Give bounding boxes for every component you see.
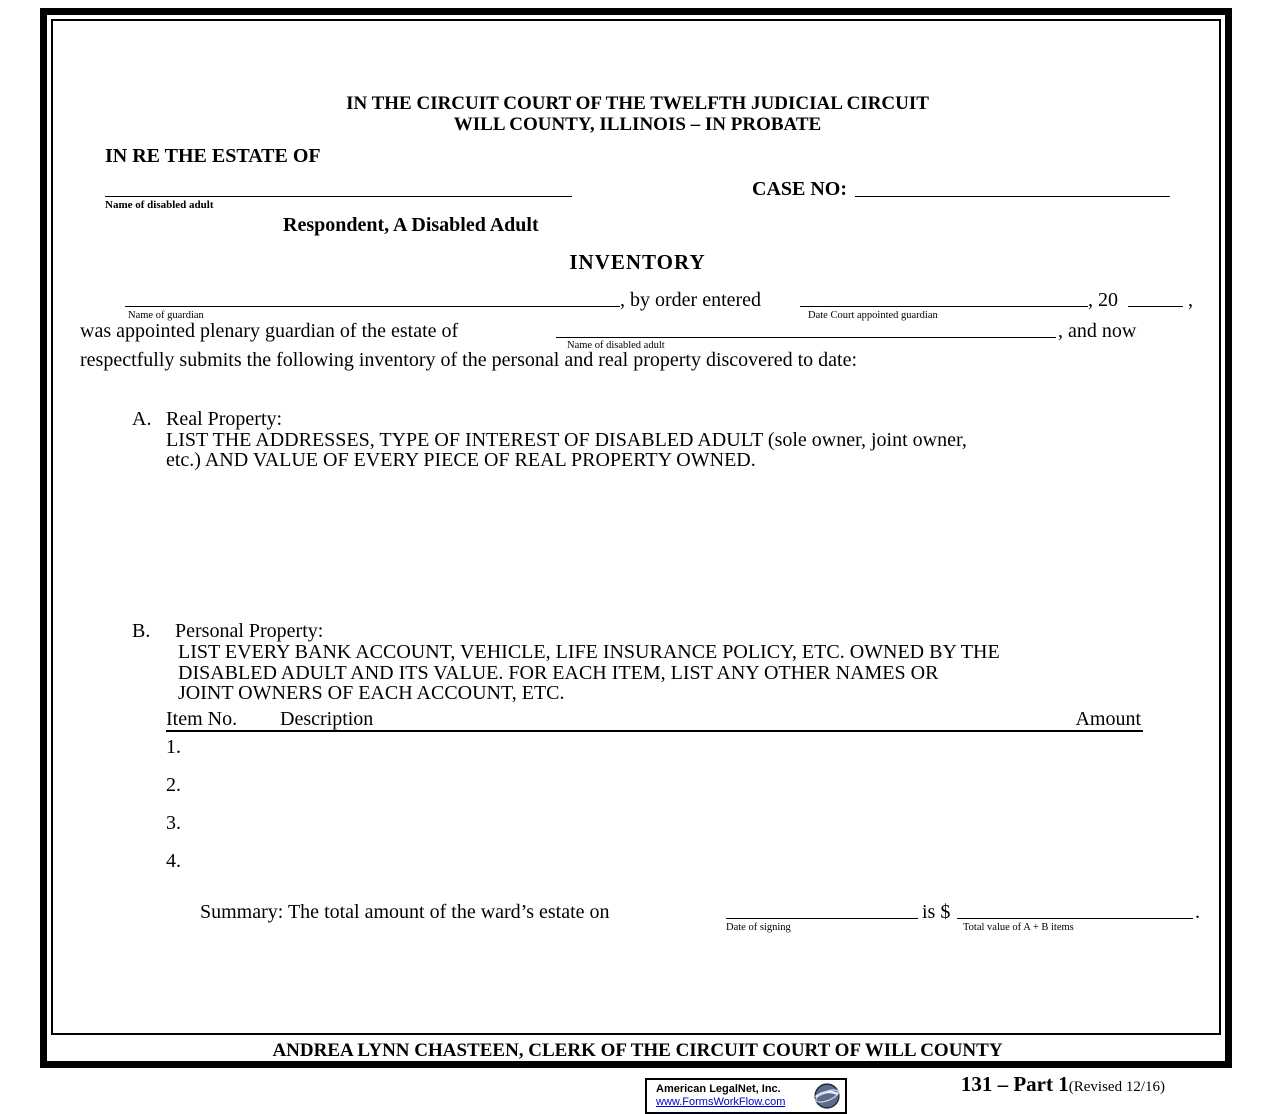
section-b-label: B. <box>132 620 151 642</box>
disabled-adult-name-caption: Name of disabled adult <box>105 199 214 211</box>
form-title: INVENTORY <box>569 250 706 274</box>
signing-date-caption: Date of signing <box>726 922 791 933</box>
section-b-line1: LIST EVERY BANK ACCOUNT, VEHICLE, LIFE INSURANCE POLICY, ETC. OWNED BY THE <box>178 641 1000 663</box>
total-value-field[interactable] <box>957 903 1193 919</box>
total-value-caption: Total value of A + B items <box>963 922 1074 933</box>
item-row-1: 1. <box>166 736 181 758</box>
section-b-line2: DISABLED ADULT AND ITS VALUE. FOR EACH ITEM, LIST ANY OTHER NAMES OR <box>178 662 939 684</box>
appointed-text: was appointed plenary guardian of the estate of <box>80 320 459 342</box>
section-a-label: A. <box>132 408 152 430</box>
ward-name-field[interactable] <box>556 322 1056 338</box>
and-now-text: , and now <box>1058 320 1137 342</box>
respondent-label: Respondent, A Disabled Adult <box>283 214 539 236</box>
in-re-label: IN RE THE ESTATE OF <box>105 145 321 167</box>
form-number: 131 – Part 1 <box>960 1072 1069 1096</box>
case-no-field[interactable] <box>855 181 1170 197</box>
section-a-line1: LIST THE ADDRESSES, TYPE OF INTEREST OF DISABLED ADULT (sole owner, joint owner, <box>166 429 967 451</box>
submits-text: respectfully submits the following inventory of the personal and real property discovered to date: <box>80 349 858 371</box>
section-a-line2: etc.) AND VALUE OF EVERY PIECE OF REAL PROPERTY OWNED. <box>166 449 756 471</box>
court-title-line1: IN THE CIRCUIT COURT OF THE TWELFTH JUDICIAL CIRCUIT <box>346 93 929 114</box>
case-no-label: CASE NO: <box>752 178 848 200</box>
col-description: Description <box>280 708 374 730</box>
disabled-adult-name-field[interactable] <box>105 181 572 197</box>
summary-text: Summary: The total amount of the ward’s estate on <box>200 901 610 923</box>
globe-logo-icon <box>814 1083 840 1109</box>
court-title-line2: WILL COUNTY, ILLINOIS – IN PROBATE <box>453 114 822 135</box>
signing-date-field[interactable] <box>726 903 918 919</box>
inner-border <box>51 19 1221 1035</box>
order-date-field[interactable] <box>800 291 1088 307</box>
col-item-no: Item No. <box>166 708 238 730</box>
by-order-text: , by order entered <box>620 289 762 311</box>
legalnet-box <box>645 1078 847 1114</box>
year-prefix-text: , 20 <box>1088 289 1118 311</box>
section-b-title: Personal Property: <box>175 620 324 642</box>
is-dollar-text: is $ <box>922 901 951 923</box>
items-table-header <box>166 708 1143 732</box>
form-number-line <box>961 1072 1165 1097</box>
item-row-2: 2. <box>166 774 181 796</box>
order-date-caption: Date Court appointed guardian <box>808 310 938 321</box>
item-row-3: 3. <box>166 812 181 834</box>
ward-name-caption: Name of disabled adult <box>567 340 665 351</box>
line1-comma: , <box>1188 289 1193 311</box>
item-row-4: 4. <box>166 850 181 872</box>
col-amount: Amount <box>1075 708 1141 730</box>
summary-period: . <box>1195 901 1200 923</box>
legalnet-url[interactable]: www.FormsWorkFlow.com <box>656 1096 786 1108</box>
guardian-name-field[interactable] <box>125 291 620 307</box>
section-b-line3: JOINT OWNERS OF EACH ACCOUNT, ETC. <box>178 682 565 704</box>
guardian-name-caption: Name of guardian <box>128 310 204 321</box>
clerk-line: ANDREA LYNN CHASTEEN, CLERK OF THE CIRCUIT COURT OF WILL COUNTY <box>272 1040 1003 1061</box>
legalnet-company: American LegalNet, Inc. <box>656 1083 781 1095</box>
year-field[interactable] <box>1128 291 1183 307</box>
section-a-title: Real Property: <box>166 408 283 430</box>
revision: (Revised 12/16) <box>1068 1079 1165 1095</box>
